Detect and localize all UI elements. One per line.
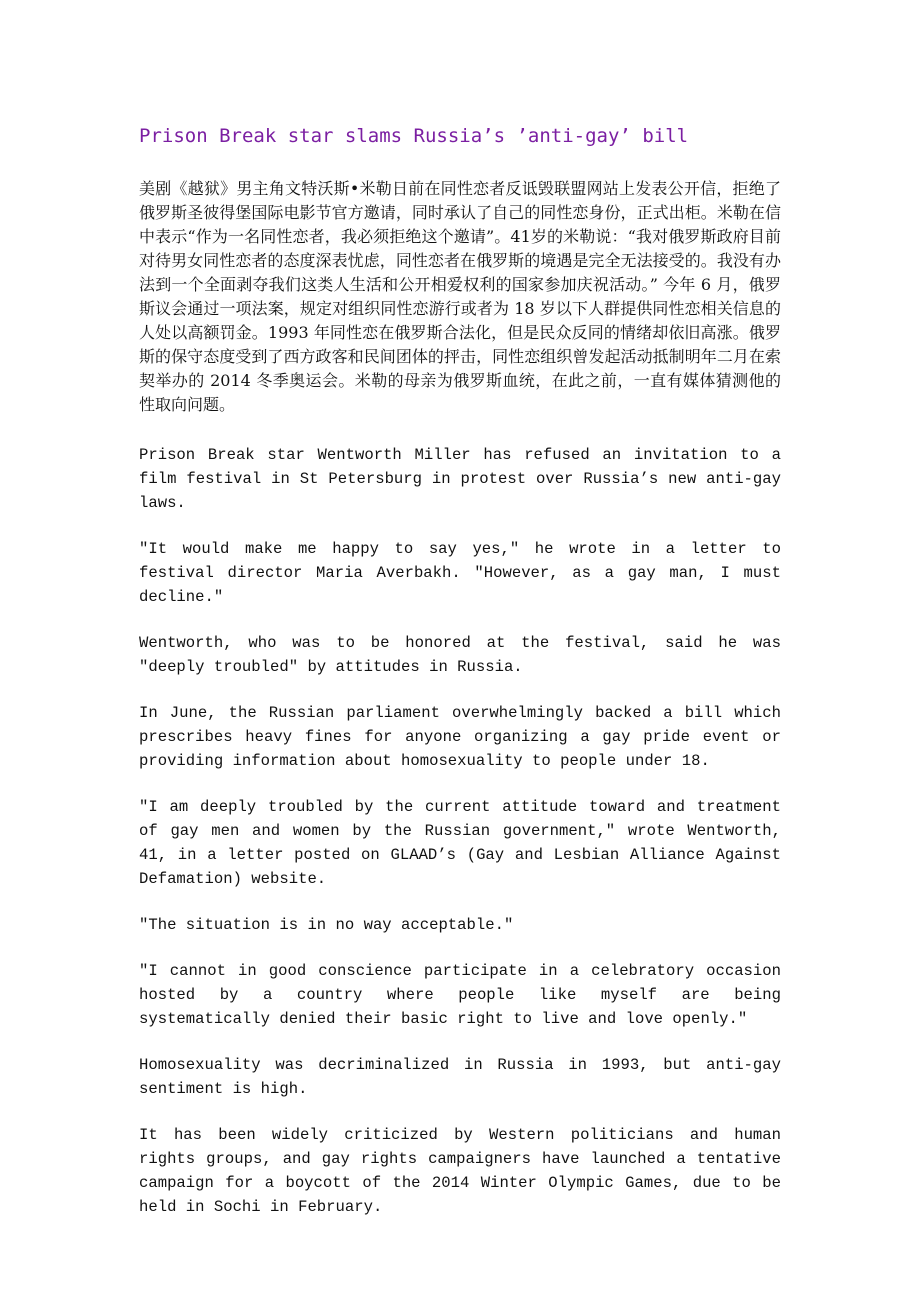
- paragraph-government-attitude: "I am deeply troubled by the current attitude toward and treatment of gay men and women by the Russian government," wrote Wentworth, 41, in a letter posted on GLAAD’s (Gay and Lesbian Alliance Against Defamation) website.: [139, 798, 781, 888]
- paragraph-june-bill: In June, the Russian parliament overwhelmingly backed a bill which prescribes heavy fines for anyone organizing a gay pride event or providing information about homosexuality to people under 18.: [139, 704, 781, 770]
- paragraph-boycott: It has been widely criticized by Western politicians and human rights groups, and gay rights campaigners have launched a tentative campaign for a boycott of the 2014 Winter Olympic Games, due to be held in Sochi in February.: [139, 1126, 781, 1216]
- paragraph-decriminalized: Homosexuality was decriminalized in Russia in 1993, but anti-gay sentiment is high.: [139, 1056, 781, 1098]
- paragraph-deeply-troubled: Wentworth, who was to be honored at the festival, said he was "deeply troubled" by attitudes in Russia.: [139, 634, 781, 676]
- document-page: [139, 121, 781, 1219]
- article-title: Prison Break star slams Russia’s ’anti-gay’ bill: [139, 125, 689, 147]
- paragraph-letter-quote: "It would make me happy to say yes," he wrote in a letter to festival director Maria Averbakh. "However, as a gay man, I must decline.": [139, 540, 781, 606]
- paragraph-good-conscience: "I cannot in good conscience participate in a celebratory occasion hosted by a country where people like myself are being systematically denied their basic right to live and love openly.": [139, 962, 781, 1028]
- paragraph-refused-invitation: Prison Break star Wentworth Miller has refused an invitation to a film festival in St Petersburg in protest over Russia’s new anti-gay laws.: [139, 446, 781, 512]
- paragraph-situation: "The situation is in no way acceptable.": [139, 916, 514, 934]
- chinese-summary: 美剧《越狱》男主角文特沃斯•米勒日前在同性恋者反诋毁联盟网站上发表公开信，拒绝了俄罗斯圣彼得堡国际电影节官方邀请，同时承认了自己的同性恋身份，正式出柜。米勒在信中表示“作为一名同性恋者，我必须拒绝这个邀请”。41岁的米勒说：“我对俄罗斯政府目前对待男女同性恋者的态度深表忧虑，同性恋者在俄罗斯的境遇是完全无法接受的。我没有办法到一个全面剥夺我们这类人生活和公开相爱权利的国家参加庆祝活动。” 今年 6 月，俄罗斯议会通过一项法案，规定对组织同性恋游行或者为 18 岁以下人群提供同性恋相关信息的人处以高额罚金。1993 年同性恋在俄罗斯合法化，但是民众反同的情绪却依旧高涨。俄罗斯的保守态度受到了西方政客和民间团体的抨击，同性恋组织曾发起活动抵制明年二月在索契举办的 2014 冬季奥运会。米勒的母亲为俄罗斯血统，在此之前，一直有媒体猜测他的性取向问题。: [139, 179, 781, 414]
